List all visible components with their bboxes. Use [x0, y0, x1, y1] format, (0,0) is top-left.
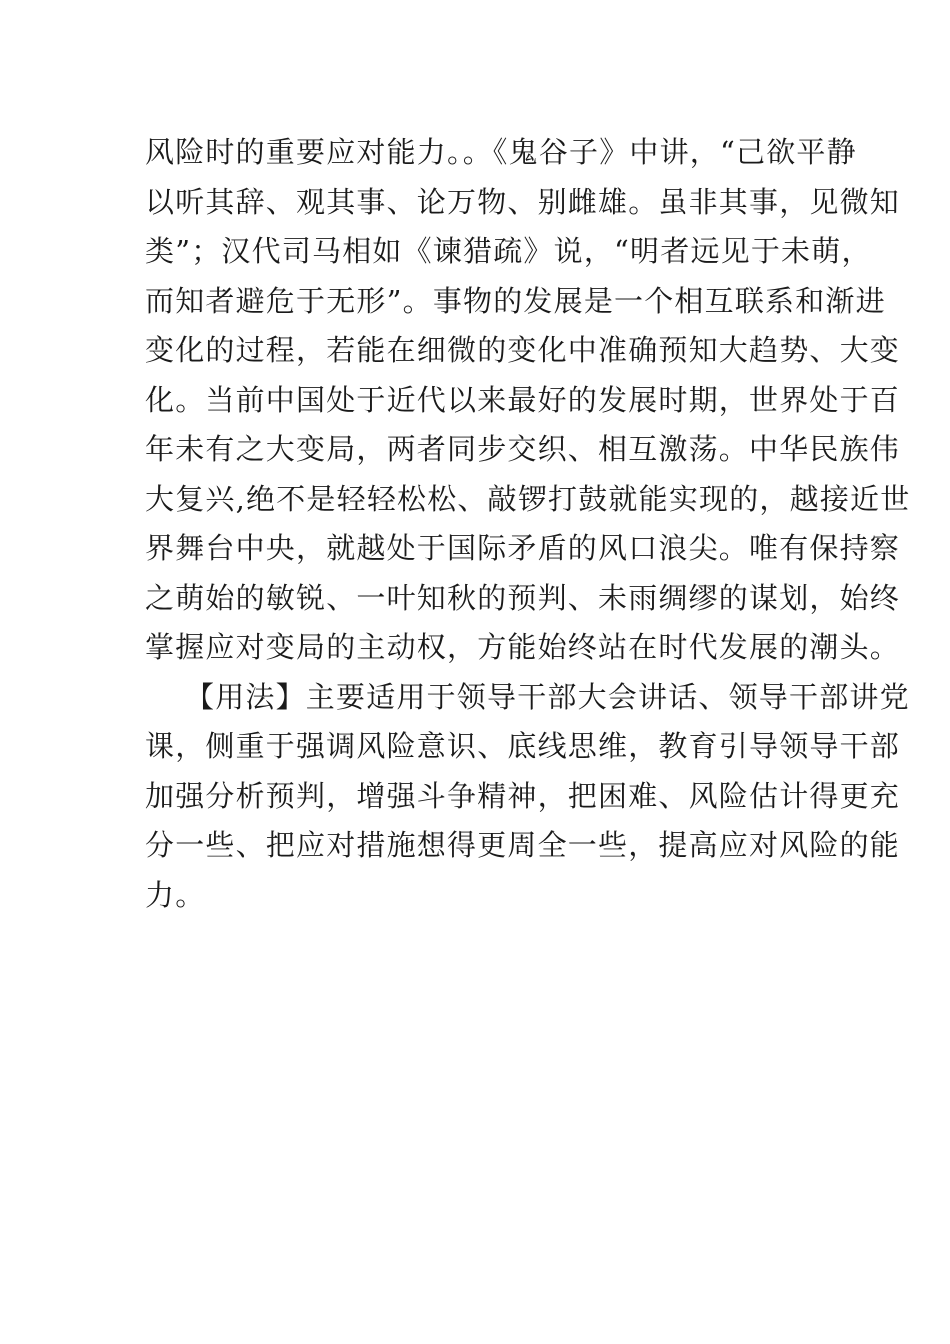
text-line: 风险时的重要应对能力。。《鬼谷子》中讲，“己欲平静	[145, 135, 857, 169]
text-line: 课，侧重于强调风险意识、底线思维，教育引导领导干部	[145, 729, 901, 763]
text-line: 化。当前中国处于近代以来最好的发展时期，世界处于百	[145, 382, 901, 417]
text-line: 变化的过程，若能在细微的变化中准确预知大趋势、大变	[145, 333, 901, 367]
text-line: 加强分析预判，增强斗争精神，把困难、风险估计得更充	[145, 778, 901, 813]
text-line: 类”；汉代司马相如《谏猎疏》说，“明者远见于未萌，	[145, 234, 872, 268]
text-line: 力。	[145, 877, 206, 912]
text-line: 分一些、把应对措施想得更周全一些，提高应对风险的能	[145, 828, 901, 862]
paragraph-quote	[145, 128, 911, 673]
text-line: 【用法】主要适用于领导干部大会讲话、领导干部讲党	[185, 679, 910, 714]
body-text	[145, 128, 911, 920]
text-line: 而知者避危于无形”。事物的发展是一个相互联系和渐进	[145, 283, 886, 318]
text-line: 年未有之大变局，两者同步交织、相互激荡。中华民族伟	[145, 432, 901, 466]
text-line: 掌握应对变局的主动权，方能始终站在时代发展的潮头。	[145, 630, 901, 664]
text-line: 以听其辞、观其事、论万物、别雌雄。虽非其事，见微知	[145, 184, 901, 219]
text-line: 界舞台中央，就越处于国际矛盾的风口浪尖。唯有保持察	[145, 531, 901, 565]
paragraph-usage	[145, 673, 910, 921]
text-line: 大复兴,绝不是轻轻松松、敲锣打鼓就能实现的，越接近世	[145, 481, 911, 516]
text-line: 之萌始的敏锐、一叶知秋的预判、未雨绸缪的谋划，始终	[145, 580, 901, 615]
